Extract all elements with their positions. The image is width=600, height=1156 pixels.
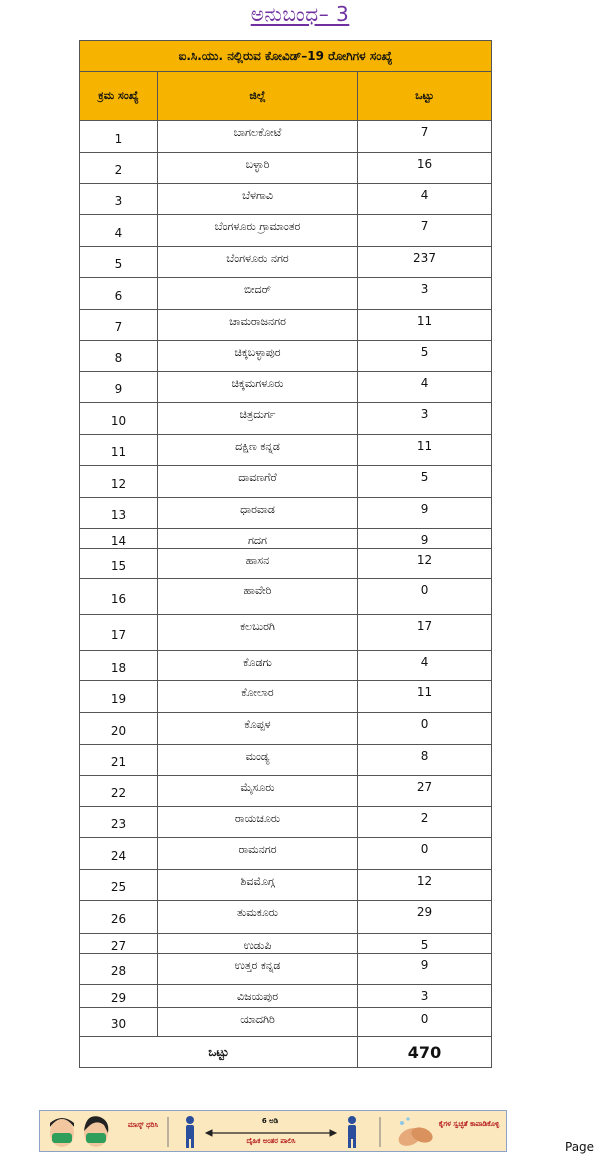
table-row <box>80 278 492 310</box>
icu-count: 16 <box>358 153 492 184</box>
table-row <box>80 934 492 954</box>
district-name: ಚಿಕ್ಕಮಗಳೂರು <box>158 372 358 403</box>
row-number: 3 <box>80 184 158 215</box>
column-header-total: ಒಟ್ಟು <box>358 72 492 121</box>
district-name: ಕೋಲಾರ <box>158 681 358 713</box>
icu-count: 12 <box>358 870 492 901</box>
row-number: 26 <box>80 901 158 934</box>
table-row <box>80 901 492 934</box>
table-row <box>80 1008 492 1037</box>
district-name: ಬೆಂಗಳೂರು ನಗರ <box>158 247 358 278</box>
column-header-district: ಜಿಲ್ಲೆ <box>158 72 358 121</box>
masked-face-icon <box>84 1116 108 1147</box>
district-name: ಕೊಡಗು <box>158 651 358 681</box>
icu-count: 11 <box>358 681 492 713</box>
icu-count: 4 <box>358 184 492 215</box>
table-row <box>80 153 492 184</box>
row-number: 16 <box>80 579 158 615</box>
icu-count: 7 <box>358 215 492 247</box>
row-number: 25 <box>80 870 158 901</box>
district-name: ಹಾವೇರಿ <box>158 579 358 615</box>
icu-count: 8 <box>358 745 492 776</box>
table-row <box>80 310 492 341</box>
total-label: ಒಟ್ಟು <box>80 1037 358 1068</box>
district-name: ಉಡುಪಿ <box>158 934 358 954</box>
district-name: ದಕ್ಷಿಣ ಕನ್ನಡ <box>158 435 358 466</box>
row-number: 5 <box>80 247 158 278</box>
row-number: 23 <box>80 807 158 838</box>
row-number: 29 <box>80 985 158 1008</box>
icu-count: 4 <box>358 651 492 681</box>
table-row <box>80 954 492 985</box>
icu-count: 5 <box>358 934 492 954</box>
district-name: ವಿಜಯಪುರ <box>158 985 358 1008</box>
hands-text: ಕೈಗಳ ಸ್ವಚ್ಛತೆ ಕಾಪಾಡಿಕೊಳ್ಳಿ <box>438 1120 500 1128</box>
table-row <box>80 121 492 153</box>
annex-title: ಅನುಬಂಧ– 3 <box>250 2 350 26</box>
distance-arrow-icon <box>206 1130 336 1136</box>
total-value: 470 <box>358 1037 492 1068</box>
table-row <box>80 681 492 713</box>
icu-count: 3 <box>358 403 492 435</box>
row-number: 18 <box>80 651 158 681</box>
table-row <box>80 403 492 435</box>
row-number: 12 <box>80 466 158 498</box>
row-number: 20 <box>80 713 158 745</box>
page-label: Page <box>565 1140 595 1154</box>
icu-count: 0 <box>358 838 492 870</box>
icu-count: 0 <box>358 579 492 615</box>
district-name: ಹಾಸನ <box>158 549 358 579</box>
icu-count: 2 <box>358 807 492 838</box>
row-number: 2 <box>80 153 158 184</box>
district-name: ದಾವಣಗೆರೆ <box>158 466 358 498</box>
row-number: 14 <box>80 529 158 549</box>
icu-count: 11 <box>358 310 492 341</box>
person-icon <box>186 1116 194 1148</box>
row-number: 13 <box>80 498 158 529</box>
district-name: ಬೀದರ್ <box>158 278 358 310</box>
district-name: ಬಳ್ಳಾರಿ <box>158 153 358 184</box>
person-icon <box>348 1116 356 1148</box>
district-name: ಉತ್ತರ ಕನ್ನಡ <box>158 954 358 985</box>
row-number: 17 <box>80 615 158 651</box>
district-name: ಮೈಸೂರು <box>158 776 358 807</box>
district-name: ಬೆಂಗಳೂರು ಗ್ರಾಮಾಂತರ <box>158 215 358 247</box>
table-row <box>80 549 492 579</box>
icu-count: 9 <box>358 498 492 529</box>
icu-count: 4 <box>358 372 492 403</box>
district-name: ಧಾರವಾಡ <box>158 498 358 529</box>
row-number: 15 <box>80 549 158 579</box>
district-name: ಚಿತ್ರದುರ್ಗ <box>158 403 358 435</box>
covid-safety-banner <box>39 1110 507 1152</box>
table-row <box>80 615 492 651</box>
table-row <box>80 498 492 529</box>
table-row <box>80 579 492 615</box>
icu-count: 27 <box>358 776 492 807</box>
district-name: ರಾಮನಗರ <box>158 838 358 870</box>
distance-value: 6 ಅಡಿ <box>261 1117 279 1125</box>
icu-count: 11 <box>358 435 492 466</box>
distance-text: ದೈಹಿಕ ಅಂತರ ಪಾಲಿಸಿ <box>246 1137 296 1145</box>
district-name: ಬಾಗಲಕೋಟೆ <box>158 121 358 153</box>
icu-count: 7 <box>358 121 492 153</box>
icu-count: 5 <box>358 466 492 498</box>
row-number: 30 <box>80 1008 158 1037</box>
icu-count: 237 <box>358 247 492 278</box>
table-row <box>80 985 492 1008</box>
icu-count: 3 <box>358 985 492 1008</box>
district-name: ಚಿಕ್ಕಬಳ್ಳಾಪುರ <box>158 341 358 372</box>
district-name: ರಾಯಚೂರು <box>158 807 358 838</box>
table-row <box>80 529 492 549</box>
table-row <box>80 372 492 403</box>
icu-cases-table <box>79 40 492 1068</box>
table-row <box>80 807 492 838</box>
district-name: ಚಾಮರಾಜನಗರ <box>158 310 358 341</box>
row-number: 9 <box>80 372 158 403</box>
icu-count: 29 <box>358 901 492 934</box>
table-row <box>80 215 492 247</box>
row-number: 24 <box>80 838 158 870</box>
district-name: ಯಾದಗಿರಿ <box>158 1008 358 1037</box>
icu-count: 3 <box>358 278 492 310</box>
row-number: 1 <box>80 121 158 153</box>
row-number: 21 <box>80 745 158 776</box>
table-caption: ಐ.ಸಿ.ಯು. ನಲ್ಲಿರುವ ಕೋವಿಡ್–19 ರೋಗಿಗಳ ಸಂಖ್ಯೆ <box>80 41 492 72</box>
table-row <box>80 870 492 901</box>
district-name: ಶಿವಮೊಗ್ಗ <box>158 870 358 901</box>
table-row <box>80 247 492 278</box>
table-row <box>80 466 492 498</box>
district-name: ಮಂಡ್ಯ <box>158 745 358 776</box>
hand-washing-icon <box>396 1117 435 1149</box>
row-number: 8 <box>80 341 158 372</box>
row-number: 7 <box>80 310 158 341</box>
icu-count: 0 <box>358 1008 492 1037</box>
icu-count: 0 <box>358 713 492 745</box>
table-row <box>80 435 492 466</box>
table-row <box>80 745 492 776</box>
district-name: ತುಮಕೂರು <box>158 901 358 934</box>
table-row <box>80 838 492 870</box>
row-number: 28 <box>80 954 158 985</box>
row-number: 10 <box>80 403 158 435</box>
district-name: ಕೊಪ್ಪಳ <box>158 713 358 745</box>
masked-face-icon <box>50 1118 74 1147</box>
mask-text: ಮಾಸ್ಕ್ ಧರಿಸಿ <box>127 1121 159 1129</box>
row-number: 22 <box>80 776 158 807</box>
icu-count: 17 <box>358 615 492 651</box>
row-number: 27 <box>80 934 158 954</box>
district-name: ಗದಗ <box>158 529 358 549</box>
row-number: 11 <box>80 435 158 466</box>
icu-count: 9 <box>358 954 492 985</box>
district-name: ಬೆಳಗಾವಿ <box>158 184 358 215</box>
icu-count: 9 <box>358 529 492 549</box>
table-row <box>80 184 492 215</box>
table-row <box>80 713 492 745</box>
row-number: 4 <box>80 215 158 247</box>
table-row <box>80 776 492 807</box>
table-row <box>80 651 492 681</box>
icu-count: 5 <box>358 341 492 372</box>
district-name: ಕಲಬುರಗಿ <box>158 615 358 651</box>
table-row <box>80 341 492 372</box>
icu-count: 12 <box>358 549 492 579</box>
column-header-serial: ಕ್ರಮ ಸಂಖ್ಯೆ <box>80 72 158 121</box>
row-number: 6 <box>80 278 158 310</box>
row-number: 19 <box>80 681 158 713</box>
